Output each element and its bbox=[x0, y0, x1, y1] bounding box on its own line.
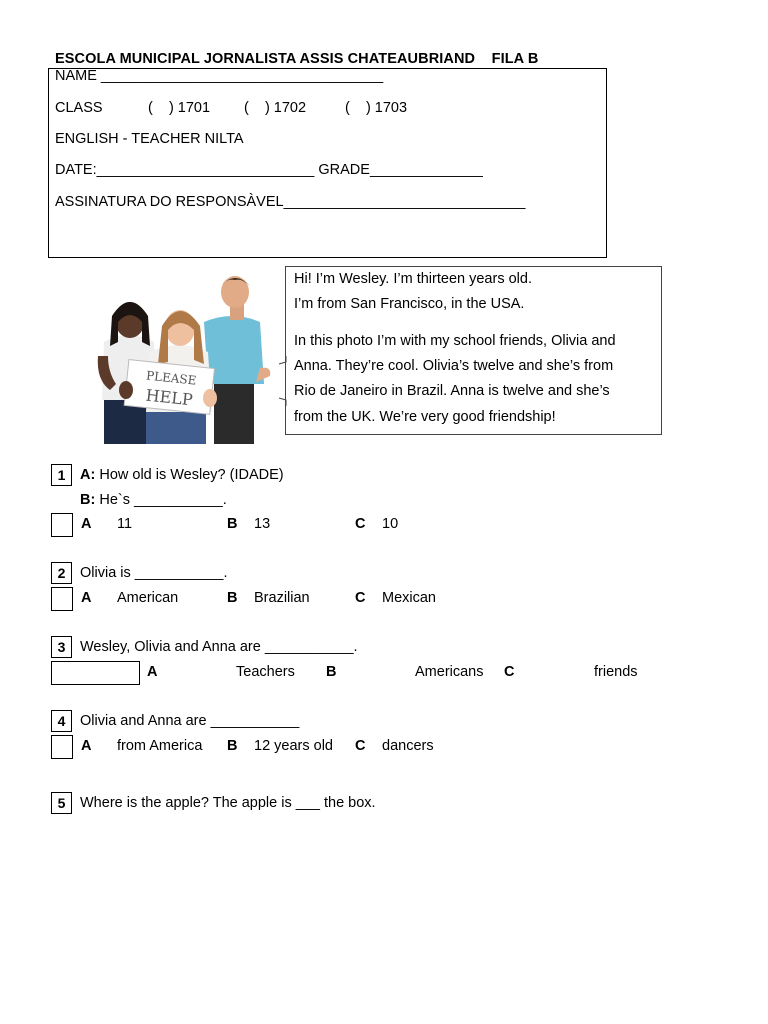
friends-photo bbox=[96, 272, 274, 444]
speech-line-4: Anna. They’re cool. Olivia’s twelve and she’s from bbox=[294, 358, 614, 374]
question-2-text: Olivia is ___________. bbox=[80, 565, 228, 581]
option-value-b[interactable]: 13 bbox=[254, 516, 271, 532]
question-2-number: 2 bbox=[51, 562, 72, 584]
subject-teacher: ENGLISH - TEACHER NILTA bbox=[55, 131, 244, 147]
speech-line-1: Hi! I’m Wesley. I’m thirteen years old. bbox=[294, 271, 532, 287]
option-value-c[interactable]: friends bbox=[594, 664, 638, 680]
option-label-c: C bbox=[355, 738, 366, 754]
speech-line-5: Rio de Janeiro in Brazil. Anna is twelve and she’s bbox=[294, 383, 610, 399]
class-option-1703[interactable]: ( ) 1703 bbox=[345, 100, 408, 116]
date-grade-fields[interactable]: DATE:___________________________ GRADE______________ bbox=[55, 162, 483, 178]
option-label-a: A bbox=[147, 664, 158, 680]
sign-text-please: PLEASE bbox=[145, 368, 198, 388]
class-option-1701[interactable]: ( ) 1701 bbox=[148, 100, 211, 116]
option-label-a: A bbox=[81, 516, 92, 532]
question-3-number: 3 bbox=[51, 636, 72, 658]
question-1-blank: He`s ___________. bbox=[99, 492, 227, 508]
option-value-a[interactable]: Teachers bbox=[236, 664, 295, 680]
answer-box-2[interactable] bbox=[51, 587, 73, 611]
option-value-c[interactable]: Mexican bbox=[382, 590, 436, 606]
question-1-number: 1 bbox=[51, 464, 72, 486]
question-5-number: 5 bbox=[51, 792, 72, 814]
option-label-c: C bbox=[355, 590, 366, 606]
option-label-c: C bbox=[504, 664, 515, 680]
question-3-text: Wesley, Olivia and Anna are ___________. bbox=[80, 639, 358, 655]
speech-line-6: from the UK. We’re very good friendship! bbox=[294, 409, 556, 425]
speech-line-3: In this photo I’m with my school friends, Olivia and bbox=[294, 333, 616, 349]
question-4-number: 4 bbox=[51, 710, 72, 732]
answer-box-1[interactable] bbox=[51, 513, 73, 537]
option-label-c: C bbox=[355, 516, 366, 532]
option-value-b[interactable]: Brazilian bbox=[254, 590, 310, 606]
speech-bubble-tail bbox=[276, 356, 288, 406]
option-label-b: B bbox=[227, 590, 238, 606]
question-5-text: Where is the apple? The apple is ___ the box. bbox=[80, 795, 376, 811]
option-value-a[interactable]: from America bbox=[117, 738, 203, 754]
option-label-b: B bbox=[227, 516, 238, 532]
question-4-text: Olivia and Anna are ___________ bbox=[80, 713, 300, 729]
school-title: ESCOLA MUNICIPAL JORNALISTA ASSIS CHATEAUBRIAND FILA B bbox=[55, 51, 539, 67]
option-label-a: A bbox=[81, 590, 92, 606]
sign-text-help: HELP bbox=[144, 385, 194, 410]
class-option-1702[interactable]: ( ) 1702 bbox=[244, 100, 307, 116]
question-1-prompt bbox=[80, 467, 284, 483]
answer-box-3[interactable] bbox=[51, 661, 140, 685]
option-label-a: A bbox=[81, 738, 92, 754]
option-value-a[interactable]: 11 bbox=[117, 516, 133, 532]
option-value-b[interactable]: 12 years old bbox=[254, 738, 333, 754]
answer-box-4[interactable] bbox=[51, 735, 73, 759]
question-1-response bbox=[80, 492, 227, 508]
speaker-b-label: B: bbox=[80, 492, 96, 508]
option-label-b: B bbox=[326, 664, 337, 680]
question-1-text: How old is Wesley? (IDADE) bbox=[99, 467, 284, 483]
speech-line-2: I’m from San Francisco, in the USA. bbox=[294, 296, 525, 312]
class-label: CLASS bbox=[55, 100, 103, 116]
option-value-b[interactable]: Americans bbox=[415, 664, 484, 680]
option-label-b: B bbox=[227, 738, 238, 754]
signature-field[interactable]: ASSINATURA DO RESPONSÀVEL______________________________ bbox=[55, 194, 526, 210]
option-value-c[interactable]: dancers bbox=[382, 738, 434, 754]
speaker-a-label: A: bbox=[80, 467, 96, 483]
name-field[interactable]: NAME ___________________________________ bbox=[55, 68, 384, 84]
option-value-c[interactable]: 10 bbox=[382, 516, 399, 532]
option-value-a[interactable]: American bbox=[117, 590, 179, 606]
